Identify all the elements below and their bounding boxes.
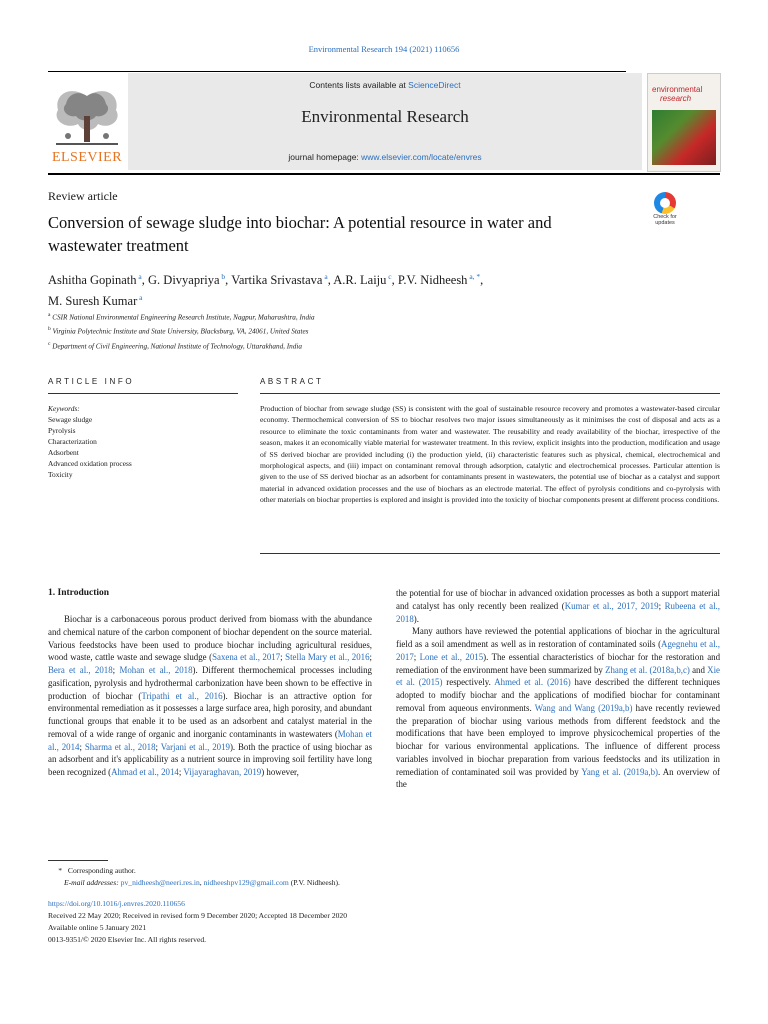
body-text: ). The essential characteristics of biochar for the restoration and remediation of the environment have been summarized by	[396, 651, 721, 675]
copyright: 0013-9351/© 2020 Elsevier Inc. All rights reserved.	[48, 935, 207, 944]
author-separator: ,	[327, 273, 334, 288]
body-text: and	[689, 664, 708, 675]
affiliation-marker[interactable]: a	[136, 272, 142, 281]
body-text: Biochar is a carbonaceous porous product derived from biomass with the abundance and chemical nature of the carbon component of biochar dependent on the source material. Various feedstocks have been used to produce biochar including agricultural residues, wood waste, cattle waste and sewage sludge (	[48, 614, 372, 663]
contents-line	[128, 80, 642, 90]
email-separator: ,	[199, 878, 204, 887]
citation-link[interactable]: Xie et al. (2015)	[396, 664, 720, 688]
homepage-link[interactable]: www.elsevier.com/locate/envres	[361, 152, 482, 162]
citation-link[interactable]: Mohan et al., 2018	[119, 665, 193, 675]
citation-link[interactable]: Lone et al., 2015	[419, 651, 484, 662]
citation-link[interactable]: Rubeena et al., 2018	[396, 600, 720, 624]
body-text: ). Biochar is an attractive option for environmental remediation as it possesses a large surface area, high porosity, and abundant functional groups that enable it to be used as an adsorbent and catalyst material in the removal of a wide range of organic and inorganic contaminants in wastewaters (	[48, 690, 372, 739]
sciencedirect-link[interactable]: ScienceDirect	[408, 80, 461, 90]
affiliation-item	[48, 323, 648, 337]
body-text: ;	[369, 652, 372, 663]
affiliation-marker[interactable]: a	[137, 293, 143, 303]
author-separator: ,	[225, 273, 232, 288]
cover-artwork	[652, 110, 716, 165]
citation-link[interactable]: Ahmad et al., 2014	[111, 767, 179, 777]
body-text: ;	[112, 665, 120, 675]
affiliation-marker[interactable]: c	[386, 272, 392, 281]
article-type: Review article	[48, 189, 118, 203]
author-name[interactable]: Vartika Srivastava	[231, 273, 323, 288]
email-line	[64, 877, 624, 889]
body-text: . An overview of the	[396, 766, 720, 790]
citation-link[interactable]: Vijayaraghavan, 2019	[183, 767, 262, 777]
keyword-item[interactable]: Adsorbent	[48, 448, 79, 457]
corresponding-mark: *	[58, 866, 62, 875]
author-separator: ,	[480, 273, 484, 288]
author-name[interactable]: G. Divyapriya	[148, 273, 220, 288]
citation-link[interactable]: Wang and Wang (2019a,b)	[534, 702, 633, 713]
body-text: ;	[280, 652, 286, 663]
corresponding-label: Corresponding author.	[67, 866, 136, 875]
email-link[interactable]: pv_nidheesh@neeri.res.in	[120, 878, 200, 887]
body-text: ). Different thermochemical processes including gasification, pyrolysis and hydrothermal carbonization have been shown to be effective in production of biochar (	[48, 665, 372, 701]
citation-link[interactable]: Tripathi et al., 2016	[141, 690, 223, 701]
affiliation-text: Virginia Polytechnic Institute and State University, Blacksburg, VA, 24061, United States	[50, 327, 309, 336]
citation-link[interactable]: Saxena et al., 2017	[212, 652, 281, 663]
citation-link[interactable]: Stella Mary et al., 2016	[285, 652, 370, 663]
doi-link[interactable]: https://doi.org/10.1016/j.envres.2020.110656	[48, 899, 185, 908]
keywords-block	[48, 403, 238, 480]
citation-link[interactable]: Yang et al. (2019a,b)	[581, 766, 658, 777]
article-info-rule	[48, 393, 238, 394]
keyword-item[interactable]: Advanced oxidation process	[48, 459, 132, 468]
affiliation-item	[48, 309, 648, 323]
email-owner: (P.V. Nidheesh).	[288, 878, 340, 887]
citation-link[interactable]: Agegnehu et al., 2017	[396, 639, 720, 662]
affiliation-marker[interactable]: b	[219, 272, 226, 281]
affiliation-label: a	[48, 312, 51, 318]
corresponding-note	[48, 865, 608, 877]
left-column	[48, 613, 372, 779]
available-online: Available online 5 January 2021	[48, 923, 147, 932]
affiliation-list	[48, 309, 648, 352]
body-text: ;	[79, 741, 85, 752]
author-name[interactable]: P.V. Nidheesh	[397, 273, 468, 288]
body-text: ;	[658, 600, 665, 611]
abstract-bottom-rule	[260, 553, 720, 554]
body-text: respectively.	[442, 677, 495, 688]
intro-paragraph	[396, 587, 720, 625]
check-updates-icon	[654, 192, 676, 214]
citation-link[interactable]: Varjani et al., 2019	[160, 741, 230, 752]
cover-subtitle: research	[660, 94, 692, 103]
body-text: ) however,	[261, 767, 299, 777]
affiliation-text: Department of Civil Engineering, National Institute of Technology, Uttarakhand, India	[50, 342, 302, 351]
affiliation-label: b	[48, 326, 51, 333]
check-for-updates-badge[interactable]	[648, 192, 682, 232]
affiliation-item	[48, 338, 648, 352]
citation-link[interactable]: Zhang et al. (2018a,b,c)	[605, 664, 690, 675]
check-updates-label: Check for updates	[653, 214, 677, 226]
body-text: ). Both the practice of using biochar as an adsorbent and it's applicability as a nutrient source in improving soil fertility have long been recognized (	[48, 741, 373, 777]
article-title: Conversion of sewage sludge into biochar: A potential resource in water and wastewater treatment	[48, 213, 552, 255]
journal-citation[interactable]: Environmental Research 194 (2021) 110656	[308, 44, 460, 54]
citation-link[interactable]: Mohan et al., 2014	[48, 728, 372, 752]
body-text: ;	[178, 767, 184, 777]
keyword-item[interactable]: Characterization	[48, 437, 97, 446]
keyword-item[interactable]: Toxicity	[48, 470, 73, 479]
body-text: have described the different techniques adopted to modify biochar and the applications of modified biochar for contaminant removal from aqueous environments.	[396, 677, 720, 713]
intro-paragraph	[48, 613, 372, 779]
abstract-top-rule	[260, 393, 720, 394]
received-dates: Received 22 May 2020; Received in revised form 9 December 2020; Accepted 18 December 2020	[48, 911, 348, 920]
journal-header	[128, 73, 642, 170]
homepage-line	[128, 152, 642, 162]
body-text: the potential for use of biochar in advanced oxidation processes as both a support material and catalyst has only recently been realized (	[396, 588, 720, 611]
keyword-item[interactable]: Sewage sludge	[48, 415, 93, 424]
affiliation-text: CSIR National Environmental Engineering Research Institute, Nagpur, Maharashtra, India	[50, 313, 315, 322]
citation-link[interactable]: Bera et al., 2018	[48, 665, 113, 675]
journal-name: Environmental Research	[301, 107, 469, 126]
citation-link[interactable]: Ahmed et al. (2016)	[494, 677, 571, 688]
email-link[interactable]: nidheeshpv129@gmail.com	[203, 878, 289, 887]
abstract-heading: ABSTRACT	[260, 377, 324, 386]
introduction-heading: 1. Introduction	[48, 588, 110, 598]
author-separator: ,	[141, 273, 149, 288]
affiliation-label: c	[48, 340, 51, 347]
author-name[interactable]: A.R. Laiju	[333, 273, 387, 288]
citation-link[interactable]: Kumar et al., 2017, 2019	[564, 600, 659, 611]
journal-cover-image	[647, 73, 721, 172]
keyword-item[interactable]: Pyrolysis	[48, 426, 76, 435]
author-separator: ,	[391, 273, 398, 288]
article-info-heading: ARTICLE INFO	[48, 377, 135, 386]
elsevier-wordmark: ELSEVIER	[51, 150, 123, 165]
homepage-prefix: journal homepage:	[288, 152, 362, 162]
keywords-label: Keywords:	[48, 404, 80, 413]
cover-title: environmental	[652, 85, 703, 94]
body-text: Many authors have reviewed the potential applications of biochar in the agricultural field as a soil amendment as well as in restoration of contaminated soils (	[396, 626, 720, 649]
intro-paragraph	[396, 625, 720, 791]
email-label: E-mail addresses:	[64, 878, 119, 887]
author-name[interactable]: Ashitha Gopinath	[48, 273, 137, 288]
affiliation-marker[interactable]: a, *	[467, 272, 481, 281]
body-text: have recently reviewed the preparation of biochar using various methods from different feedstock and the modifications that have been employed to improve physicochemical properties of the biochar for various environmental applications. The influence of different process variables involved in biochar preparation from various feedstocks and its utilization in remediation of contaminated soil was provided by	[396, 702, 721, 777]
citation-link[interactable]: Sharma et al., 2018	[84, 741, 156, 752]
body-text: ).	[413, 613, 419, 624]
body-text: ;	[155, 741, 161, 752]
body-text: ;	[413, 651, 420, 662]
header-bottom-rule	[48, 173, 720, 175]
author-list	[48, 268, 648, 310]
right-column	[396, 587, 720, 791]
author-name[interactable]: M. Suresh Kumar	[48, 294, 138, 309]
header-top-rule	[48, 71, 626, 72]
contents-prefix: Contents lists available at	[309, 80, 409, 90]
footnote-rule	[48, 860, 108, 861]
abstract-text: Production of biochar from sewage sludge (SS) is consistent with the goal of sustainable resource recovery and promotes a wastewater-based circular economy. Thermochemical conversion of SS to biochar resolves two major issues simultaneously as it minimises the cost of disposal and acts as a resource to eliminate the toxic contaminants from water and wastewater. The reusability and ready availability of the biochar, irrespective of the season, makes it an economically viable material for wastewater treatment. In this review, explicit insights into the production, modification and usage of SS derived biochar are provided including (i) the production yield, (ii) characteristic features such as physical, chemical, electrochemical and morphological aspects, and (iii) impact on contaminant removal through adsorption, catalytic and electrochemical processes. Particular attention is given to the use of SS derived biochar as an adsorbent for contaminants present in wastewaters, the potential use of biochar as a catalyst and support material in advanced oxidation processes and the use of biochars as an electrode material. The effect of pyrolysis conditions and co-pyrolysis with other materials on biochar properties is explored and insight is provided into the toxicity of biochar components present at different process conditions.	[260, 404, 720, 505]
affiliation-marker[interactable]: a	[322, 272, 328, 281]
